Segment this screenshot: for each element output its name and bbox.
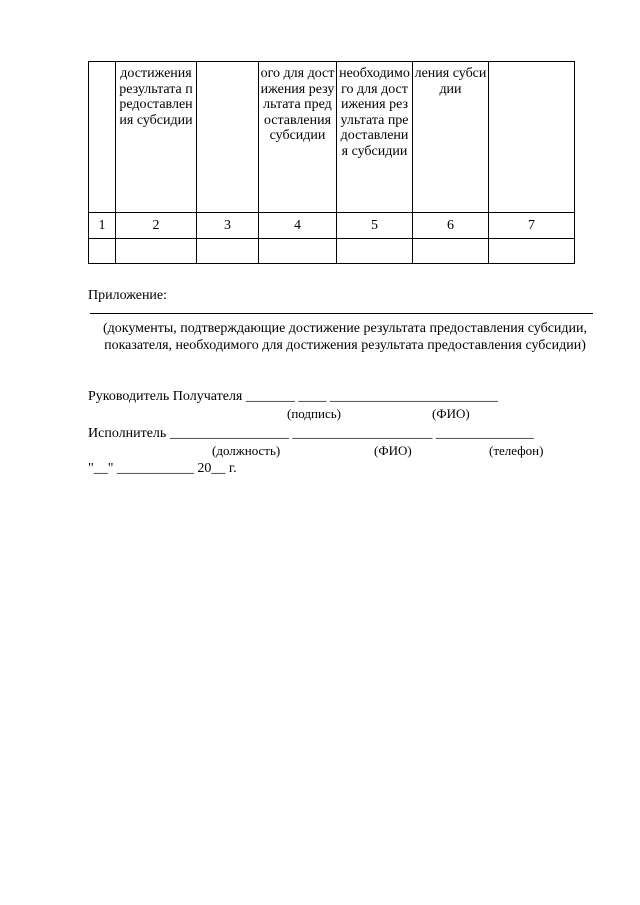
executor-position-blank: _________________: [169, 426, 289, 441]
header-cell-7: [489, 62, 575, 213]
number-cell-3: 3: [197, 213, 259, 239]
caption-fio: (ФИО): [432, 406, 470, 421]
empty-cell: [489, 239, 575, 264]
table-empty-row: [89, 239, 575, 264]
number-cell-1: 1: [89, 213, 116, 239]
head-signature-blank: _______ ____: [245, 389, 327, 404]
executor-line: [88, 426, 534, 442]
header-cell-1: [89, 62, 116, 213]
appendix-label: Приложение:: [88, 288, 168, 303]
caption-phone: (телефон): [489, 443, 544, 458]
report-table: [88, 61, 575, 264]
header-cell-4: ого для достижения результата предоставления субсидии: [259, 62, 337, 213]
header-cell-3: [197, 62, 259, 213]
header-cell-2: достижения результата предоставления субсидии: [116, 62, 197, 213]
header-cell-6: ления субсидии: [413, 62, 489, 213]
date-line: "__" ___________ 20__ г.: [88, 461, 237, 476]
caption-position: (должность): [212, 443, 281, 458]
head-label: Руководитель Получателя: [88, 389, 243, 404]
executor-label: Исполнитель: [88, 426, 167, 441]
number-cell-5: 5: [337, 213, 413, 239]
executor-fio-blank: ____________________: [292, 426, 433, 441]
number-cell-2: 2: [116, 213, 197, 239]
empty-cell: [413, 239, 489, 264]
number-cell-7: 7: [489, 213, 575, 239]
executor-phone-blank: ______________: [435, 426, 534, 441]
head-fio-blank: ________________________: [329, 389, 498, 404]
table-header-row: [89, 62, 575, 213]
caption-signature: (подпись): [287, 406, 341, 421]
table-number-row: [89, 213, 575, 239]
empty-cell: [259, 239, 337, 264]
appendix-note: (документы, подтверждающие достижение результата предоставления субсидии, показателя, необходимого для достижения результата предоставления субсидии): [102, 321, 588, 353]
appendix-fill-line: [90, 313, 593, 314]
number-cell-4: 4: [259, 213, 337, 239]
empty-cell: [116, 239, 197, 264]
head-signature-line: [88, 389, 498, 405]
caption-fio-2: (ФИО): [374, 443, 412, 458]
header-cell-5: необходимого для достижения результата предоставления субсидии: [337, 62, 413, 213]
number-cell-6: 6: [413, 213, 489, 239]
empty-cell: [197, 239, 259, 264]
empty-cell: [337, 239, 413, 264]
empty-cell: [89, 239, 116, 264]
